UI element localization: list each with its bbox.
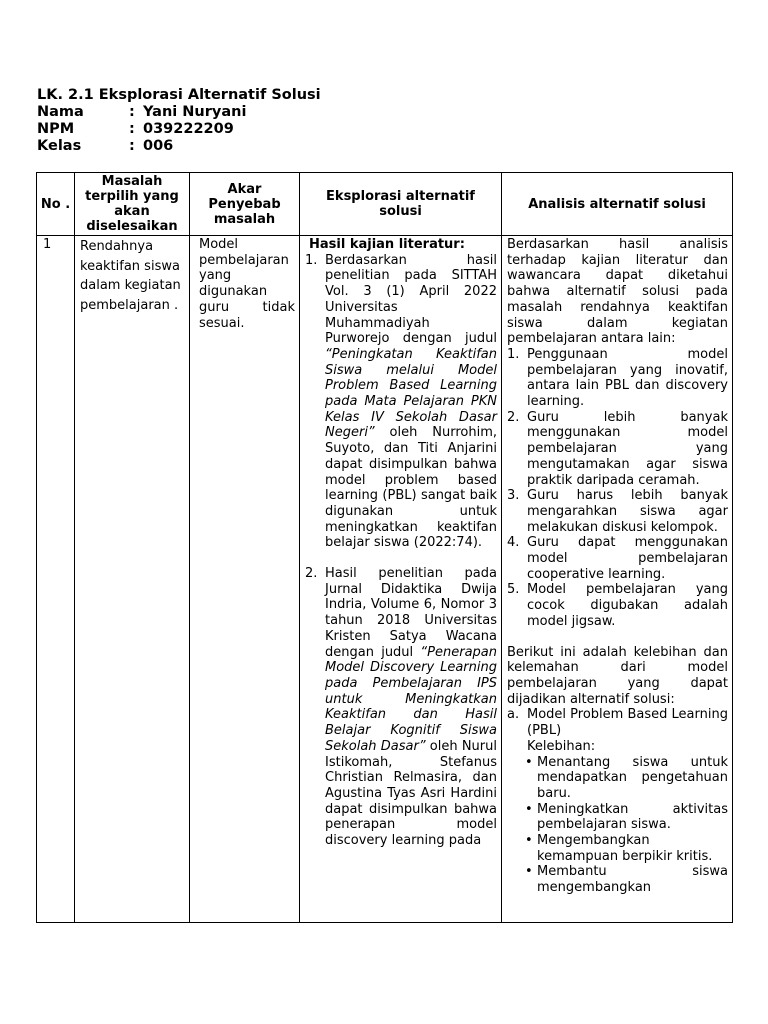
worksheet-header bbox=[37, 87, 321, 155]
analysis-para2: Berikut ini adalah kelebihan dan kelemahan dari model pembelajaran yang dapat dijadikan alternatif solusi: bbox=[507, 644, 728, 707]
list-item: 1. Berdasarkan hasil penelitian pada SITTAH Vol. 3 (1) April 2022 Universitas Muhammadiyah Purworejo dengan judul “Peningkatan Keaktifan Siswa melalui Model Problem Based Learning pada Mata Pelajaran PKN Kelas IV Sekolah Dasar Negeri” oleh Nurrohim, Suyoto, dan Titi Anjarini dapat disimpulkan bahwa model problem based learning (PBL) sangat baik digunakan untuk meningkatkan keaktifan belajar siswa (2022:74). bbox=[305, 252, 497, 551]
list-item: • Menantang siswa untuk mendapatkan pengetahuan baru. bbox=[525, 754, 728, 801]
header-masalah: Masalah terpilih yang akan diselesaikan bbox=[75, 173, 190, 236]
list-item: 4. Guru dapat menggunakan model pembelajaran cooperative learning. bbox=[507, 535, 728, 582]
solution-list bbox=[507, 347, 728, 630]
list-item: a. Model Problem Based Learning (PBL) Kelebihan: bbox=[507, 707, 728, 754]
literature-heading: Hasil kajian literatur: bbox=[309, 237, 465, 252]
npm-label: NPM bbox=[37, 121, 75, 137]
table-row bbox=[37, 236, 733, 923]
name-row: Nama : Yani Nuryani bbox=[37, 104, 247, 120]
header-eksplorasi: Eksplorasi alternatif solusi bbox=[300, 173, 502, 236]
bullet-icon: • bbox=[525, 754, 533, 770]
table-header-row bbox=[37, 173, 733, 236]
header-no: No . bbox=[37, 173, 75, 236]
list-item: 2. Hasil penelitian pada Jurnal Didaktika Dwija Indria, Volume 6, Nomor 3 tahun 2018 Universitas Kristen Satya Wacana dengan judul “Penerapan Model Discovery Learning pada Pembelajaran IPS untuk Meningkatkan Keaktifan dan Hasil Belajar Kognitif Siswa Sekolah Dasar” oleh Nurul Istikomah, Stefanus Christian Relmasira, dan Agustina Tyas Asri Hardini dapat disimpulkan bahwa penerapan model discovery learning pada bbox=[305, 566, 497, 849]
list-item: • Membantu siswa mengembangkan bbox=[525, 864, 728, 896]
cell-analisis bbox=[502, 236, 733, 923]
list-item: • Meningkatkan aktivitas pembelajaran siswa. bbox=[525, 801, 728, 833]
cell-masalah: Rendahnya keaktifan siswa dalam kegiatan pembelajaran . bbox=[75, 236, 190, 923]
header-akar: Akar Penyebab masalah bbox=[190, 173, 300, 236]
worksheet-title: LK. 2.1 Eksplorasi Alternatif Solusi bbox=[37, 87, 321, 103]
bullet-icon: • bbox=[525, 833, 533, 849]
model-list bbox=[507, 707, 728, 754]
model-title: Model Problem Based Learning (PBL) bbox=[527, 707, 728, 739]
list-item: 5. Model pembelajaran yang cocok digubakan adalah model jigsaw. bbox=[507, 582, 728, 629]
header-analisis: Analisis alternatif solusi bbox=[502, 173, 733, 236]
npm-value: 039222209 bbox=[143, 121, 234, 137]
class-label: Kelas bbox=[37, 138, 82, 154]
analysis-intro: Berdasarkan hasil analisis terhadap kajian literatur dan wawancara dapat diketahui bahwa alternatif solusi pada masalah rendahnya keaktifan siswa dalam kegiatan pembelajaran antara lain: bbox=[507, 237, 728, 347]
literature-list bbox=[305, 253, 497, 849]
exploration-table bbox=[36, 172, 733, 923]
class-row: Kelas : 006 bbox=[37, 138, 174, 154]
bullet-icon: • bbox=[525, 801, 533, 817]
npm-row: NPM : 039222209 bbox=[37, 121, 234, 137]
list-item: 1. Penggunaan model pembelajaran yang inovatif, antara lain PBL dan discovery learning. bbox=[507, 346, 728, 410]
name-value: Yani Nuryani bbox=[143, 104, 247, 120]
list-item: • Mengembangkan kemampuan berpikir kritis. bbox=[525, 833, 713, 864]
bullet-icon: • bbox=[525, 864, 533, 880]
cell-akar: Model pembelajaran yang digunakan guru tidak sesuai. bbox=[190, 236, 300, 923]
list-item: 2. Guru lebih banyak menggunakan model pembelajaran yang mengutamakan agar siswa praktik daripada ceramah. bbox=[507, 409, 728, 488]
cell-no: 1 bbox=[37, 236, 75, 923]
advantages-list bbox=[507, 755, 728, 896]
list-item: 3. Guru harus lebih banyak mengarahkan siswa agar melakukan diskusi kelompok. bbox=[507, 488, 728, 535]
advantages-label: Kelebihan: bbox=[527, 738, 596, 754]
cell-eksplorasi bbox=[300, 236, 502, 923]
class-value: 006 bbox=[143, 138, 174, 154]
name-label: Nama bbox=[37, 104, 84, 120]
